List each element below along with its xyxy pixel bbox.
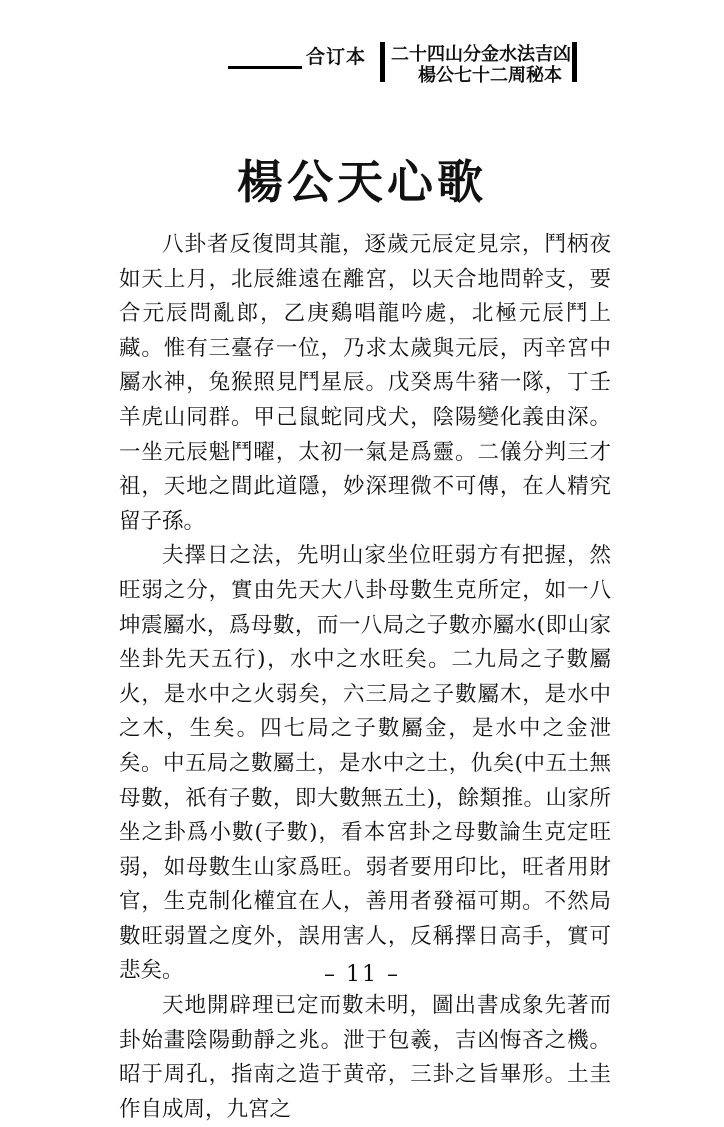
page-title: 楊公天心歌 bbox=[237, 155, 487, 209]
header-title-line1: 二十四山分金水法吉凶 bbox=[391, 44, 571, 65]
header-bar-right bbox=[572, 42, 577, 82]
body-text bbox=[119, 228, 611, 1127]
header-rule bbox=[228, 66, 302, 69]
paragraph-3: 天地開辟理已定而數未明，圖出書成象先著而卦始畫陰陽動靜之兆。泄于包羲，吉凶悔吝之機。昭于周孔，指南之造于黄帝，三卦之旨畢形。土圭作自成周，九宮之 bbox=[119, 993, 611, 1122]
page-number: – 11 – bbox=[324, 962, 400, 987]
header-bar-left bbox=[380, 42, 385, 82]
paragraph-2: 夫擇日之法，先明山家坐位旺弱方有把握，然旺弱之分，實由先天大八卦母數生克所定，如一八坤震屬水，爲母數，而一八局之子數亦屬水(即山家坐卦先天五行)，水中之水旺矣。二九局之子數屬火，是水中之火弱矣，六三局之子數屬木，是水中之木，生矣。四七局之子數屬金，是水中之金泄矣。中五局之數屬土，是水中之土，仇矣(中五土無母數，祇有子數，即大數無五土)，餘類推。山家所坐之卦爲小數(子數)，看本宮卦之母數論生克定旺弱，如母數生山家爲旺。弱者要用印比，旺者用財官，生克制化權宜在人，善用者發福可期。不然局數旺弱置之度外，誤用害人，反稱擇日高手，實可悲矣。 bbox=[119, 543, 611, 984]
running-header bbox=[228, 38, 580, 86]
paragraph-1: 八卦者反復問其龍，逐歲元辰定見宗，鬥柄夜如天上月，北辰維遠在離宮，以天合地問幹支，要合元辰問亂郎，乙庚鷄唱龍吟處，北極元辰鬥上藏。惟有三臺存一位，乃求太歲與元辰，丙辛宮中屬水神，兔猴照見鬥星辰。戊癸馬牛豬一隊，丁壬羊虎山同群。甲己鼠蛇同戌犬，陰陽變化義由深。一坐元辰魁鬥曜，太初一氣是爲靈。二儀分判三才祖，天地之間此道隱，妙深理微不可傳，在人精究留子孫。 bbox=[119, 232, 611, 534]
header-title-line2: 楊公七十二周秘本 bbox=[418, 65, 562, 86]
header-series-label: 合订本 bbox=[306, 46, 367, 68]
